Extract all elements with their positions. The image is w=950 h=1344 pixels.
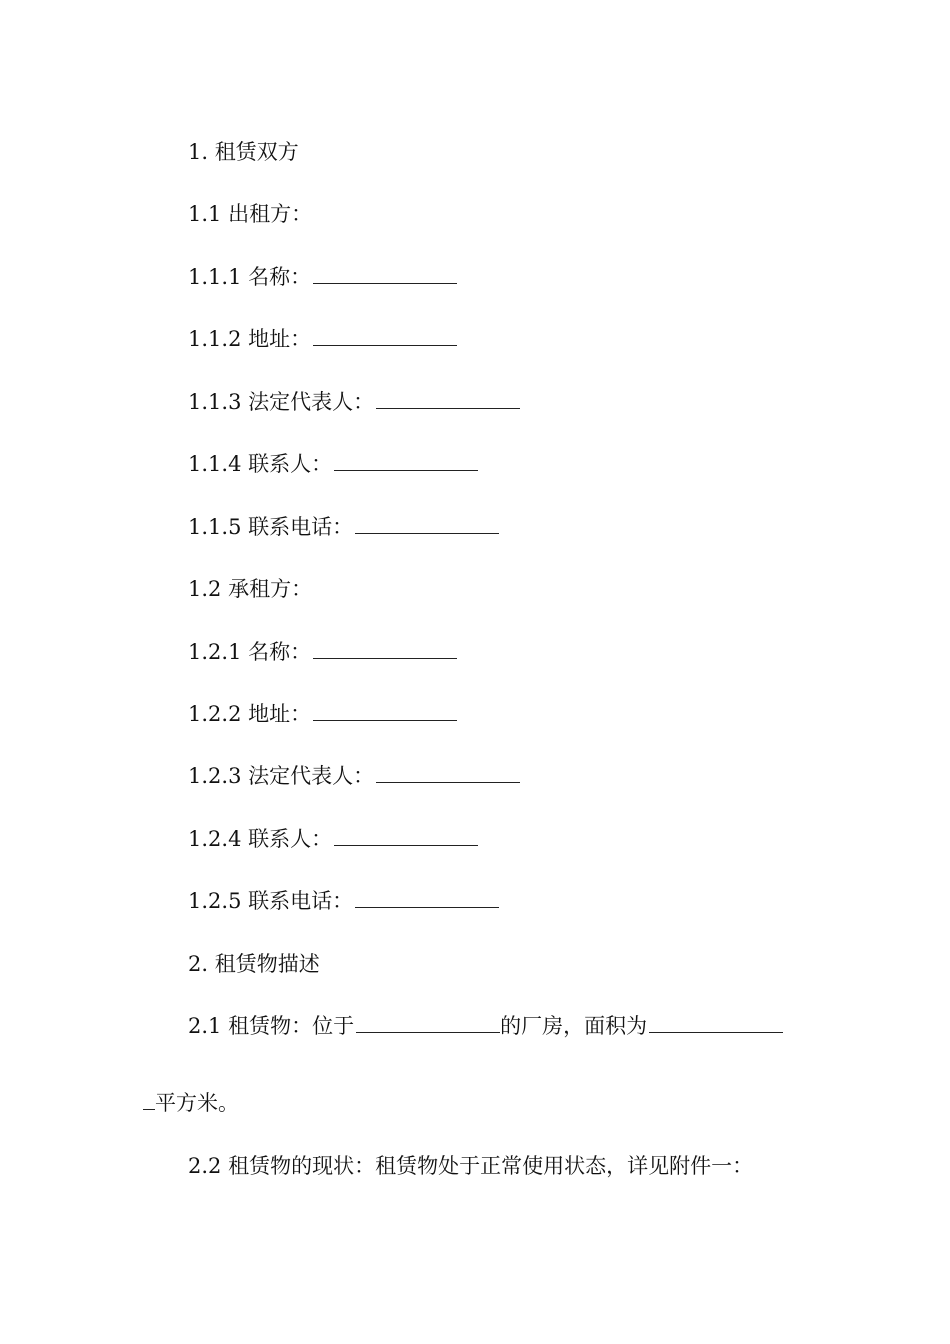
clause-text: 1.1.4 联系人：: [188, 452, 333, 476]
clause-lessor-contact: [188, 448, 478, 480]
clause-text: 1.2 承租方：: [188, 577, 313, 601]
fill-blank[interactable]: [355, 511, 499, 534]
clause-text: 1.2.4 联系人：: [188, 827, 333, 851]
clause-text: 1.1.5 联系电话：: [188, 515, 354, 539]
clause-text: 1.2.3 法定代表人：: [188, 764, 375, 788]
clause-lessor: [188, 198, 312, 230]
clause-lessor-address: [188, 323, 457, 355]
clause-lessor-legal-rep: [188, 386, 520, 418]
fill-blank[interactable]: [334, 823, 478, 846]
clause-property-condition: [188, 1150, 753, 1182]
section-heading-text: 1. 租赁双方: [188, 140, 299, 164]
clause-text: 2.1 租赁物：位于: [188, 1014, 355, 1038]
clause-text: 1.1 出租方：: [188, 202, 313, 226]
fill-blank-area[interactable]: [649, 1010, 783, 1033]
clause-text: 1.1.1 名称：: [188, 265, 312, 289]
clause-lessor-name: [188, 261, 457, 293]
clause-text: 1.1.2 地址：: [188, 327, 312, 351]
fill-blank[interactable]: [376, 760, 520, 783]
clause-text: 2.2 租赁物的现状：租赁物处于正常使用状态，详见附件一：: [188, 1154, 754, 1178]
clause-text: 的厂房，面积为: [500, 1014, 648, 1038]
fill-blank[interactable]: [313, 323, 457, 346]
fill-blank-area-tail[interactable]: [143, 1087, 155, 1110]
fill-blank[interactable]: [313, 261, 457, 284]
clause-lessee: [188, 573, 312, 605]
fill-blank-location[interactable]: [356, 1010, 500, 1033]
clause-lessee-contact: [188, 823, 478, 855]
clause-lessee-phone: [188, 885, 499, 917]
clause-lessor-phone: [188, 511, 499, 543]
clause-leased-property: [188, 1010, 783, 1042]
fill-blank[interactable]: [334, 448, 478, 471]
clause-lessee-legal-rep: [188, 760, 520, 792]
section-heading-2: [188, 948, 320, 980]
clause-lessee-name: [188, 636, 457, 668]
clause-text: 1.1.3 法定代表人：: [188, 390, 375, 414]
fill-blank[interactable]: [313, 698, 457, 721]
fill-blank[interactable]: [313, 636, 457, 659]
section-heading-text: 2. 租赁物描述: [188, 952, 320, 976]
clause-text: 1.2.5 联系电话：: [188, 889, 354, 913]
clause-lessee-address: [188, 698, 457, 730]
clause-text: 平方米。: [155, 1091, 239, 1115]
clause-text: 1.2.2 地址：: [188, 702, 312, 726]
section-heading-1: [188, 136, 299, 168]
clause-text: 1.2.1 名称：: [188, 640, 312, 664]
clause-leased-property-continued: [143, 1087, 239, 1119]
fill-blank[interactable]: [355, 885, 499, 908]
fill-blank[interactable]: [376, 386, 520, 409]
